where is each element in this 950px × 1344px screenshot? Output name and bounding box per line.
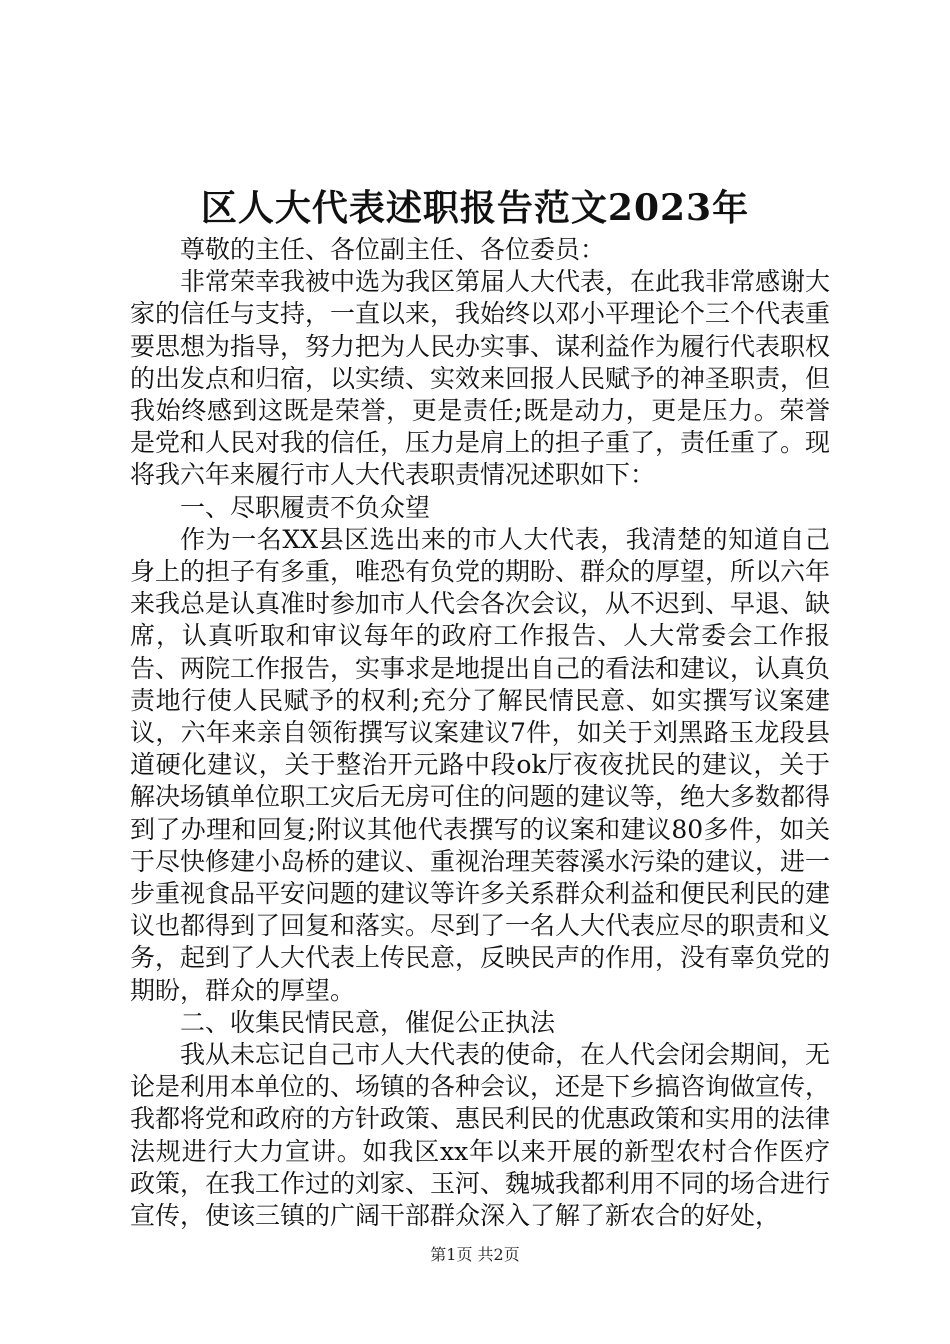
- section-2-paragraph: 我从未忘记自己市人大代表的使命，在人代会闭会期间，无论是利用本单位的、场镇的各种会议，还是下乡搞咨询做宣传，我都将党和政府的方针政策、惠民利民的优惠政策和实用的法律法规进行大力宣讲。如我区xx年以来开展的新型农村合作医疗政策，在我工作过的刘家、玉河、魏城我都利用不同的场合进行宣传，使该三镇的广阔干部群众深入了解了新农合的好处，: [130, 1040, 831, 1231]
- section-1-paragraph: 作为一名XX县区选出来的市人大代表，我清楚的知道自己身上的担子有多重，唯恐有负党的期盼、群众的厚望，所以六年来我总是认真准时参加市人代会各次会议，从不迟到、早退、缺席，认真听取和审议每年的政府工作报告、人大常委会工作报告、两院工作报告，实事求是地提出自己的看法和建议，认真负责地行使人民赋予的权利;充分了解民情民意、如实撰写议案建议，六年来亲自领衔撰写议案建议7件，如关于刘黑路玉龙段县道硬化建议，关于整治开元路中段ok厅夜夜扰民的建议，关于解决场镇单位职工灾后无房可住的问题的建议等，绝大多数都得到了办理和回复;附议其他代表撰写的议案和建议80多件，如关于尽快修建小岛桥的建议、重视治理芙蓉溪水污染的建议，进一步重视食品平安问题的建议等许多关系群众利益和便民利民的建议也都得到了回复和落实。尽到了一名人大代表应尽的职责和义务，起到了人大代表上传民意，反映民声的作用，没有辜负党的期盼，群众的厚望。: [130, 524, 831, 1005]
- document-body: [130, 234, 830, 1232]
- salutation-paragraph: 尊敬的主任、各位副主任、各位委员：: [180, 235, 606, 264]
- section-heading-2: 二、收集民情民意，催促公正执法: [180, 1007, 556, 1037]
- intro-paragraph: 非常荣幸我被中选为我区第届人大代表，在此我非常感谢大家的信任与支持，一直以来，我始终以邓小平理论个三个代表重要思想为指导，努力把为人民办实事、谋利益作为履行代表职权的出发点和归宿，以实绩、实效来回报人民赋予的神圣职责，但我始终感到这既是荣誉，更是责任;既是动力，更是压力。荣誉是党和人民对我的信任，压力是肩上的担子重了，责任重了。现将我六年来履行市人大代表职责情况述职如下：: [130, 267, 831, 490]
- document-title: 区人大代表述职报告范文2023年: [200, 187, 750, 229]
- section-heading-1: 一、尽职履责不负众望: [180, 492, 431, 522]
- page-footer: 第1页 共2页: [430, 1245, 520, 1264]
